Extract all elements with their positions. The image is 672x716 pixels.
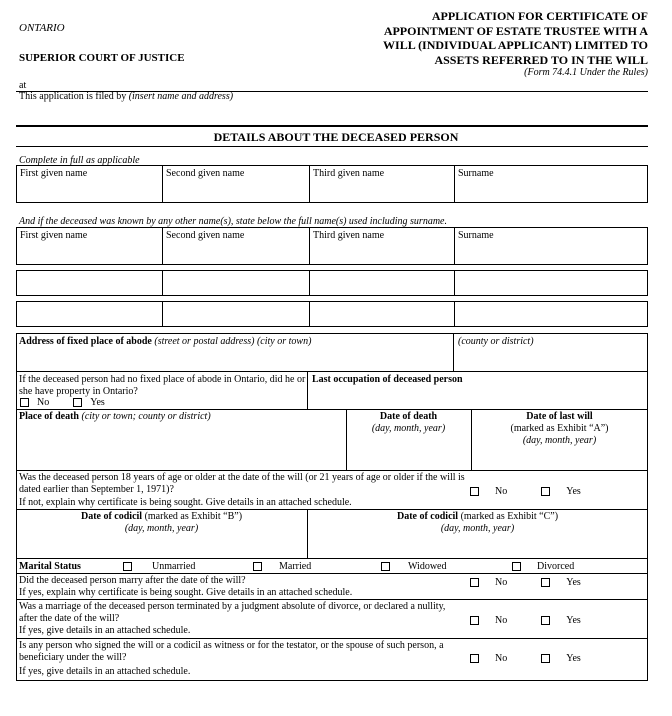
divorced-checkbox[interactable]: [512, 562, 521, 571]
date-of-last-will-note: (day, month, year): [522, 435, 597, 446]
form-title-line-3: WILL (INDIVIDUAL APPLICANT) LIMITED TO: [383, 38, 648, 52]
question-2-text: Was a marriage of the deceased person terminated by a judgment absolute of divorce, or declared a nullity, after the date of the will?: [19, 601, 446, 624]
codicil-rule: [16, 558, 648, 559]
question-2-yes-checkbox[interactable]: [541, 616, 550, 625]
question-2-rule: [16, 638, 648, 639]
occupation-label: Last occupation of deceased person: [312, 374, 463, 385]
address-note: (street or postal address) (city or town): [154, 336, 312, 347]
date-of-last-will-label: Date of last will: [526, 411, 593, 422]
names-instruction: Complete in full as applicable: [19, 155, 140, 166]
codicil-b: [16, 511, 307, 535]
divorced-label: Divorced: [537, 561, 575, 572]
question-3-text: Is any person who signed the will or a codicil as witness or for the testator, or the spouse of such person, a beneficiary under the will?: [19, 640, 444, 663]
address-divider: [453, 333, 454, 371]
widowed-checkbox[interactable]: [381, 562, 390, 571]
codicil-b-marked: (marked as Exhibit “B”): [144, 511, 243, 522]
question-1-followup: If yes, explain why certificate is being sought. Give details in an attached schedule.: [19, 587, 353, 598]
place-of-death-text: Place of death: [19, 411, 79, 422]
first-given-name-header: First given name: [20, 168, 88, 179]
alias-table-3[interactable]: [16, 301, 648, 327]
date-of-death-note: (day, month, year): [371, 423, 446, 434]
form-title-line-4: ASSETS REFERRED TO IN THE WILL: [434, 52, 648, 67]
question-1-text: Did the deceased person marry after the date of the will?: [19, 575, 246, 586]
unmarried-label: Unmarried: [152, 561, 196, 572]
alias-third-given-name-header: Third given name: [313, 230, 385, 241]
date-of-last-will: [471, 411, 648, 447]
names-table: [16, 165, 648, 203]
codicil-c-marked: (marked as Exhibit “C”): [460, 511, 559, 522]
form-title-line-1: APPLICATION FOR CERTIFICATE OF: [431, 9, 648, 23]
married-checkbox[interactable]: [253, 562, 262, 571]
question-1-yes-checkbox[interactable]: [541, 578, 550, 587]
question-2-followup: If yes, give details in an attached schedule.: [19, 625, 191, 636]
marital-married: [253, 561, 311, 572]
filed-by-line: [19, 91, 233, 102]
marital-rule: [16, 573, 648, 574]
question-3-followup: If yes, give details in an attached schedule.: [19, 666, 191, 677]
property-no-checkbox[interactable]: [20, 398, 29, 407]
age-options: [470, 486, 581, 497]
alias-table-2[interactable]: [16, 270, 648, 296]
codicil-b-label: Date of codicil: [80, 511, 143, 522]
alias-surname-header: Surname: [458, 230, 494, 241]
province-label: ONTARIO: [19, 22, 65, 34]
age-question: Was the deceased person 18 years of age or older at the date of the will (or 21 years of age or older if the will is dated earlier than September 1, 1971)?: [19, 472, 465, 495]
date-of-last-will-marked: (marked as Exhibit “A”): [510, 423, 609, 434]
filed-by-field[interactable]: [16, 103, 648, 123]
property-yes-label: Yes: [90, 397, 105, 408]
address-label-text: Address of fixed place of abode: [19, 336, 152, 347]
alias-instruction: And if the deceased was known by any other name(s), state below the full name(s) used including surname.: [19, 216, 447, 227]
question-3-no-label: No: [495, 653, 508, 664]
question-2-yes-label: Yes: [566, 615, 581, 626]
question-3-yes-checkbox[interactable]: [541, 654, 550, 663]
abode-divider: [307, 371, 308, 409]
age-no-checkbox[interactable]: [470, 487, 479, 496]
form-title-line-2: APPOINTMENT OF ESTATE TRUSTEE WITH A: [383, 23, 648, 38]
filed-by-label: This application is filed by: [19, 91, 127, 102]
place-of-death-note: (city or town; county or district): [81, 411, 211, 422]
filed-by-note: (insert name and address): [128, 91, 234, 102]
address-label: [19, 336, 311, 347]
question-1-options: [470, 577, 581, 588]
question-2-no-checkbox[interactable]: [470, 616, 479, 625]
section-title-rule: [16, 146, 648, 147]
address-rule: [16, 371, 648, 372]
widowed-label: Widowed: [408, 561, 447, 572]
marital-status-label: Marital Status: [19, 561, 81, 572]
age-followup: If not, explain why certificate is being sought. Give details in an attached schedule.: [19, 497, 352, 508]
surname-header: Surname: [458, 168, 494, 179]
third-given-name-header: Third given name: [313, 168, 385, 179]
date-of-death-label: Date of death: [379, 411, 438, 422]
form-title: [383, 9, 648, 67]
question-3-yes-label: Yes: [566, 653, 581, 664]
marital-widowed: [381, 561, 446, 572]
question-2-options: [470, 615, 581, 626]
age-rule: [16, 509, 648, 510]
alias-table-1: [16, 227, 648, 265]
header-rule: [16, 125, 648, 127]
property-no-label: No: [37, 397, 50, 408]
question-1-no-label: No: [495, 577, 508, 588]
question-1-no-checkbox[interactable]: [470, 578, 479, 587]
at-label: at: [19, 80, 27, 91]
codicil-c-note: (day, month, year): [440, 523, 515, 534]
property-yes-checkbox[interactable]: [73, 398, 82, 407]
death-rule: [16, 470, 648, 471]
question-1-yes-label: Yes: [566, 577, 581, 588]
alias-first-given-name-header: First given name: [20, 230, 88, 241]
question-3-rule: [16, 680, 648, 681]
age-no-label: No: [495, 486, 508, 497]
section-title: DETAILS ABOUT THE DECEASED PERSON: [213, 130, 459, 144]
married-label: Married: [279, 561, 312, 572]
second-given-name-header: Second given name: [166, 168, 245, 179]
unmarried-checkbox[interactable]: [123, 562, 132, 571]
alias-second-given-name-header: Second given name: [166, 230, 245, 241]
question-1-rule: [16, 599, 648, 600]
age-yes-checkbox[interactable]: [541, 487, 550, 496]
date-of-death: [346, 411, 471, 435]
question-3-options: [470, 653, 581, 664]
no-fixed-abode-question: If the deceased person had no fixed place of abode in Ontario, did he or she have property in Ontario?: [19, 374, 306, 397]
question-2-no-label: No: [495, 615, 508, 626]
marital-unmarried: [123, 561, 195, 572]
form-reference: (Form 74.4.1 Under the Rules): [524, 67, 648, 78]
property-options: [20, 397, 105, 408]
court-name: SUPERIOR COURT OF JUSTICE: [19, 52, 185, 64]
marital-divorced: [512, 561, 574, 572]
codicil-c: [307, 511, 648, 535]
place-of-death-label: [19, 411, 211, 422]
codicil-b-note: (day, month, year): [124, 523, 199, 534]
abode-rule: [16, 409, 648, 410]
age-yes-label: Yes: [566, 486, 581, 497]
codicil-c-label: Date of codicil: [396, 511, 459, 522]
question-3-no-checkbox[interactable]: [470, 654, 479, 663]
county-note: (county or district): [458, 336, 534, 347]
